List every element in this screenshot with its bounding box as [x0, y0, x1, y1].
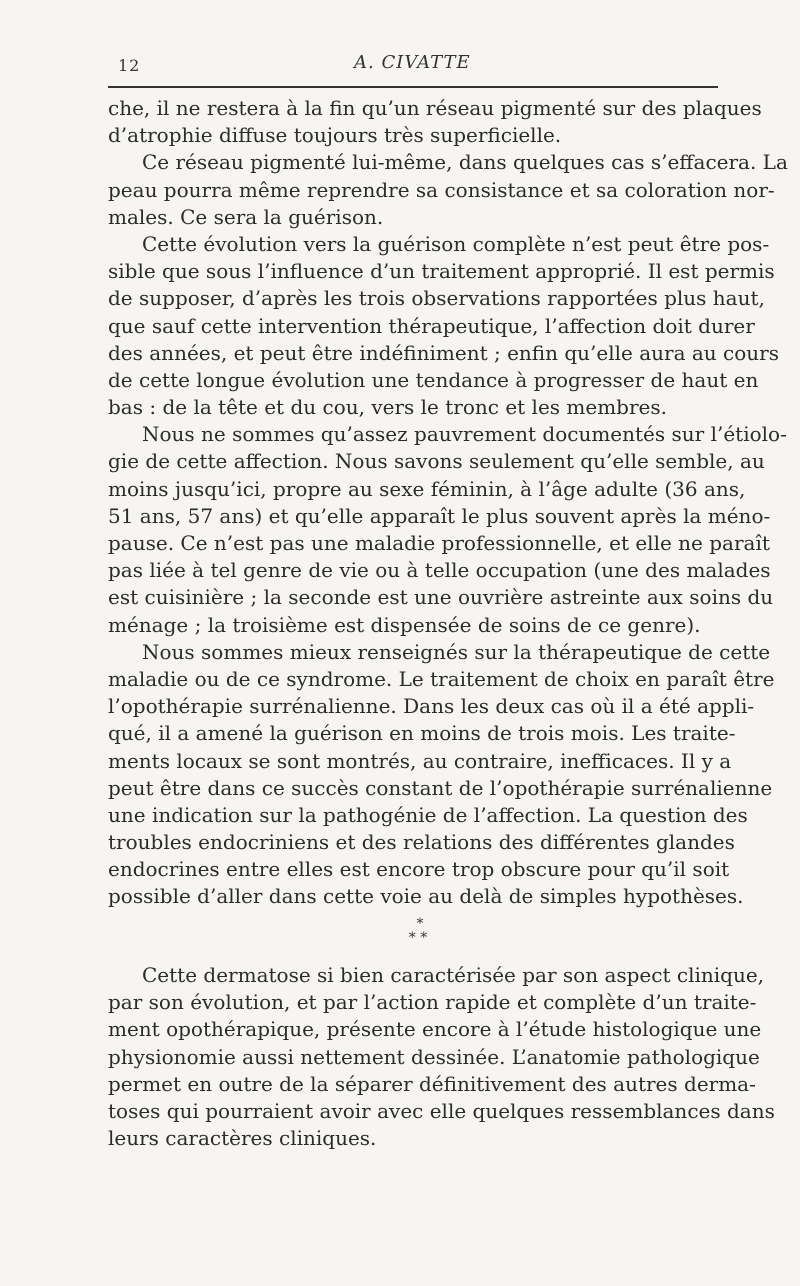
asterism-top: * — [416, 916, 424, 932]
text-line: des années, et peut être indéfiniment ; enfin qu’elle aura au cours — [108, 340, 779, 365]
text-line: une indication sur la pathogénie de l’affection. La question des — [108, 802, 748, 827]
body-text-top — [108, 95, 788, 911]
text-line: l’opothérapie surrénalienne. Dans les deux cas où il a été appli- — [108, 694, 755, 719]
text-line: endocrines entre elles est encore trop obscure pour qu’il soit — [108, 857, 730, 882]
text-line: qué, il a amené la guérison en moins de trois mois. Les traite- — [108, 721, 736, 746]
text-line: bas : de la tête et du cou, vers le tronc et les membres. — [108, 395, 667, 420]
text-line: gie de cette affection. Nous savons seulement qu’elle semble, au — [108, 449, 765, 474]
text-line: leurs caractères cliniques. — [108, 1126, 377, 1151]
text-line: peut être dans ce succès constant de l’opothérapie surrénalienne — [108, 775, 773, 800]
body-text-bottom — [108, 962, 775, 1152]
text-line: d’atrophie diffuse toujours très superficielle. — [108, 123, 562, 148]
text-line: pause. Ce n’est pas une maladie professionnelle, et elle ne paraît — [108, 531, 770, 555]
paragraph — [108, 639, 775, 911]
text-line: ment opothérapique, présente encore à l’étude histologique une — [108, 1017, 762, 1042]
text-line: males. Ce sera la guérison. — [108, 204, 384, 229]
paragraph — [108, 962, 775, 1152]
text-line: che, il ne restera à la fin qu’un réseau pigmenté sur des plaques — [108, 96, 762, 120]
text-line: permet en outre de la séparer définitivement des autres derma- — [108, 1071, 756, 1096]
text-line: ménage ; la troisième est dispensée de soins de ce genre). — [108, 612, 701, 637]
text-line: maladie ou de ce syndrome. Le traitement de choix en paraît être — [108, 666, 775, 691]
paragraph — [108, 231, 779, 421]
text-line: Ce réseau pigmenté lui-même, dans quelques cas s’effacera. La — [142, 150, 788, 175]
text-line: possible d’aller dans cette voie au delà de simples hypothèses. — [108, 884, 744, 909]
text-line: toses qui pourraient avoir avec elle quelques ressemblances dans — [108, 1098, 775, 1123]
text-line: par son évolution, et par l’action rapide et complète d’un traite- — [108, 990, 757, 1015]
text-line: moins jusqu’ici, propre au sexe féminin, à l’âge adulte (36 ans, — [108, 476, 746, 501]
text-line: troubles endocriniens et des relations des différentes glandes — [108, 830, 735, 855]
text-line: est cuisinière ; la seconde est une ouvrière astreinte aux soins du — [108, 585, 774, 610]
running-head — [108, 52, 728, 82]
paragraph — [108, 95, 762, 149]
running-title: A. CIVATTE — [354, 52, 471, 73]
text-line: que sauf cette intervention thérapeutique, l’affection doit durer — [108, 313, 755, 338]
text-line: Cette dermatose si bien caractérisée par son aspect clinique, — [142, 963, 765, 987]
header-rule — [108, 86, 718, 88]
book-page — [108, 52, 788, 1252]
text-line: pas liée à tel genre de vie ou à telle occupation (une des malades — [108, 558, 771, 583]
asterism — [108, 917, 728, 945]
text-line: Nous sommes mieux renseignés sur la thérapeutique de cette — [142, 639, 771, 664]
paragraph — [108, 149, 788, 231]
text-line: sible que sous l’influence d’un traitement approprié. Il est permis — [108, 259, 775, 284]
text-line: ments locaux se sont montrés, au contraire, inefficaces. Il y a — [108, 748, 732, 773]
text-line: peau pourra même reprendre sa consistance et sa coloration nor- — [108, 177, 775, 202]
text-line: 51 ans, 57 ans) et qu’elle apparaît le plus souvent après la méno- — [108, 503, 771, 528]
text-line: physionomie aussi nettement dessinée. L’anatomie pathologique — [108, 1044, 760, 1069]
text-line: Nous ne sommes qu’assez pauvrement documentés sur l’étiolo- — [142, 422, 787, 447]
text-line: de cette longue évolution une tendance à progresser de haut en — [108, 367, 759, 392]
asterism-bottom: * * — [408, 930, 428, 946]
page-number: 12 — [118, 56, 141, 75]
paragraph — [108, 421, 787, 639]
text-line: Cette évolution vers la guérison complète n’est peut être pos- — [142, 231, 770, 256]
text-line: de supposer, d’après les trois observations rapportées plus haut, — [108, 286, 765, 311]
